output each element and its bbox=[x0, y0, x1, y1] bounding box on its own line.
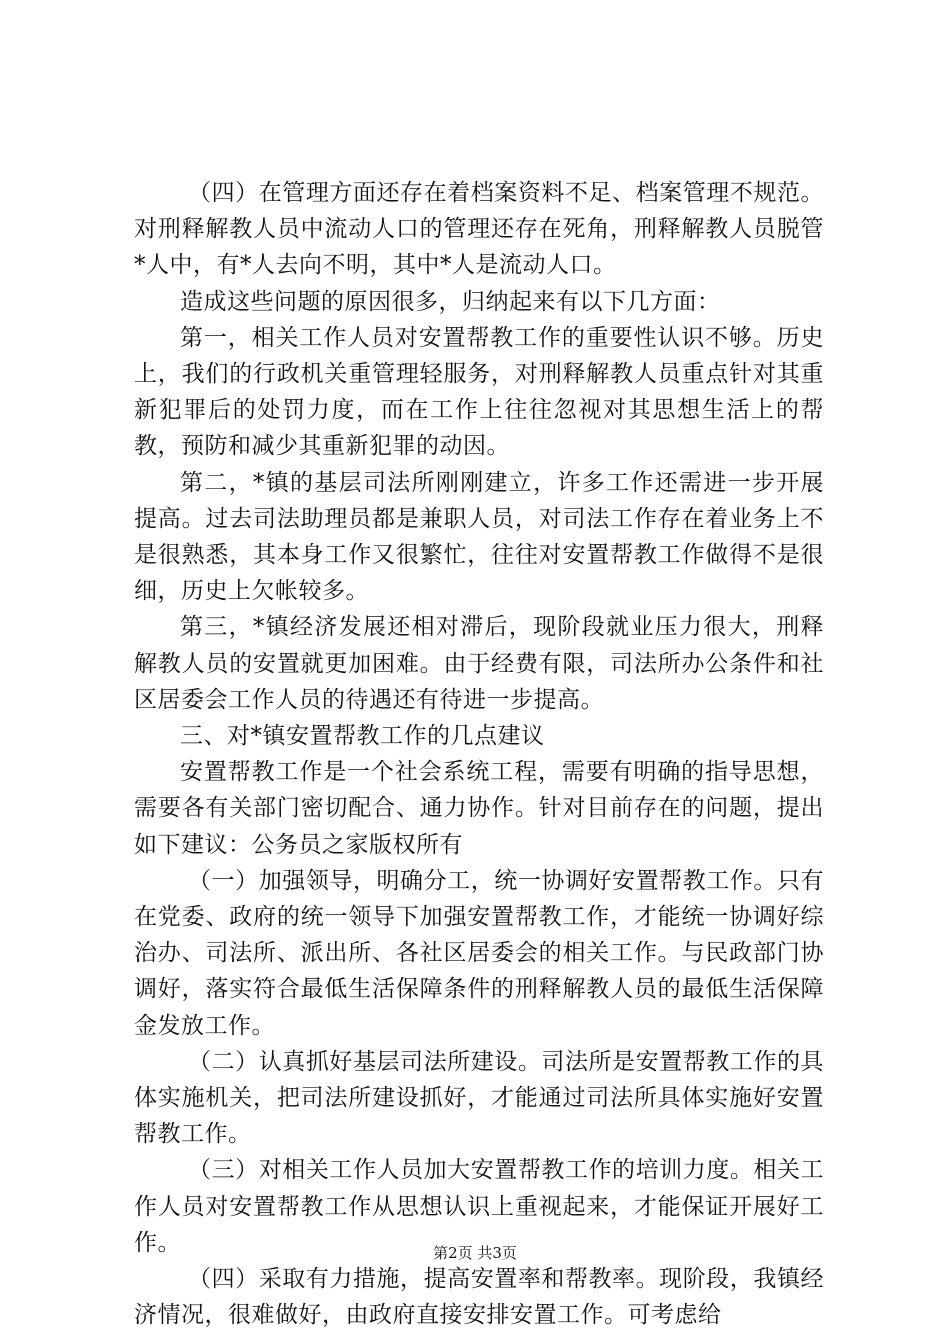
document-body bbox=[134, 175, 824, 1334]
paragraph-management-issues: （四）在管理方面还存在着档案资料不足、档案管理不规范。对刑释解教人员中流动人口的管理还存在死角，刑释解教人员脱管*人中，有*人去向不明，其中*人是流动人口。 bbox=[134, 180, 824, 279]
section-heading-suggestions: 三、对*镇安置帮教工作的几点建议 bbox=[180, 723, 545, 750]
paragraph-cause-third: 第三，*镇经济发展还相对滞后，现阶段就业压力很大，刑释解教人员的安置就更加困难。由于经费有限，司法所办公条件和社区居委会工作人员的待遇还有待进一步提高。 bbox=[134, 614, 824, 713]
page-number-footer: 第2页 共3页 bbox=[433, 1244, 517, 1262]
paragraph-suggestion-one: （一）加强领导，明确分工，统一协调好安置帮教工作。只有在党委、政府的统一领导下加强安置帮教工作，才能统一协调好综治办、司法所、派出所、各社区居委会的相关工作。与民政部门协调好，落实符合最低生活保障条件的刑释解教人员的最低生活保障金发放工作。 bbox=[134, 867, 824, 1039]
paragraph-causes-intro: 造成这些问题的原因很多，归纳起来有以下几方面： bbox=[180, 288, 721, 315]
paragraph-suggestions-intro: 安置帮教工作是一个社会系统工程，需要有明确的指导思想，需要各有关部门密切配合、通力协作。针对目前存在的问题，提出如下建议：公务员之家版权所有 bbox=[134, 759, 824, 858]
paragraph-cause-first: 第一，相关工作人员对安置帮教工作的重要性认识不够。历史上，我们的行政机关重管理轻服务，对刑释解教人员重点针对其重新犯罪后的处罚力度，而在工作上往往忽视对其思想生活上的帮教，预防和减少其重新犯罪的动因。 bbox=[134, 324, 824, 460]
paragraph-suggestion-three: （三）对相关工作人员加大安置帮教工作的培训力度。相关工作人员对安置帮教工作从思想认识上重视起来，才能保证开展好工作。 bbox=[134, 1157, 824, 1256]
paragraph-suggestion-two: （二）认真抓好基层司法所建设。司法所是安置帮教工作的具体实施机关，把司法所建设抓好，才能通过司法所具体实施好安置帮教工作。 bbox=[134, 1048, 824, 1148]
paragraph-suggestion-four: （四）采取有力措施，提高安置率和帮教率。现阶段，我镇经济情况，很难做好，由政府直接安排安置工作。可考虑给 bbox=[134, 1266, 824, 1329]
paragraph-cause-second: 第二，*镇的基层司法所刚刚建立，许多工作还需进一步开展提高。过去司法助理员都是兼职人员，对司法工作存在着业务上不是很熟悉，其本身工作又很繁忙，往往对安置帮教工作做得不是很细，历史上欠帐较多。 bbox=[134, 469, 824, 605]
